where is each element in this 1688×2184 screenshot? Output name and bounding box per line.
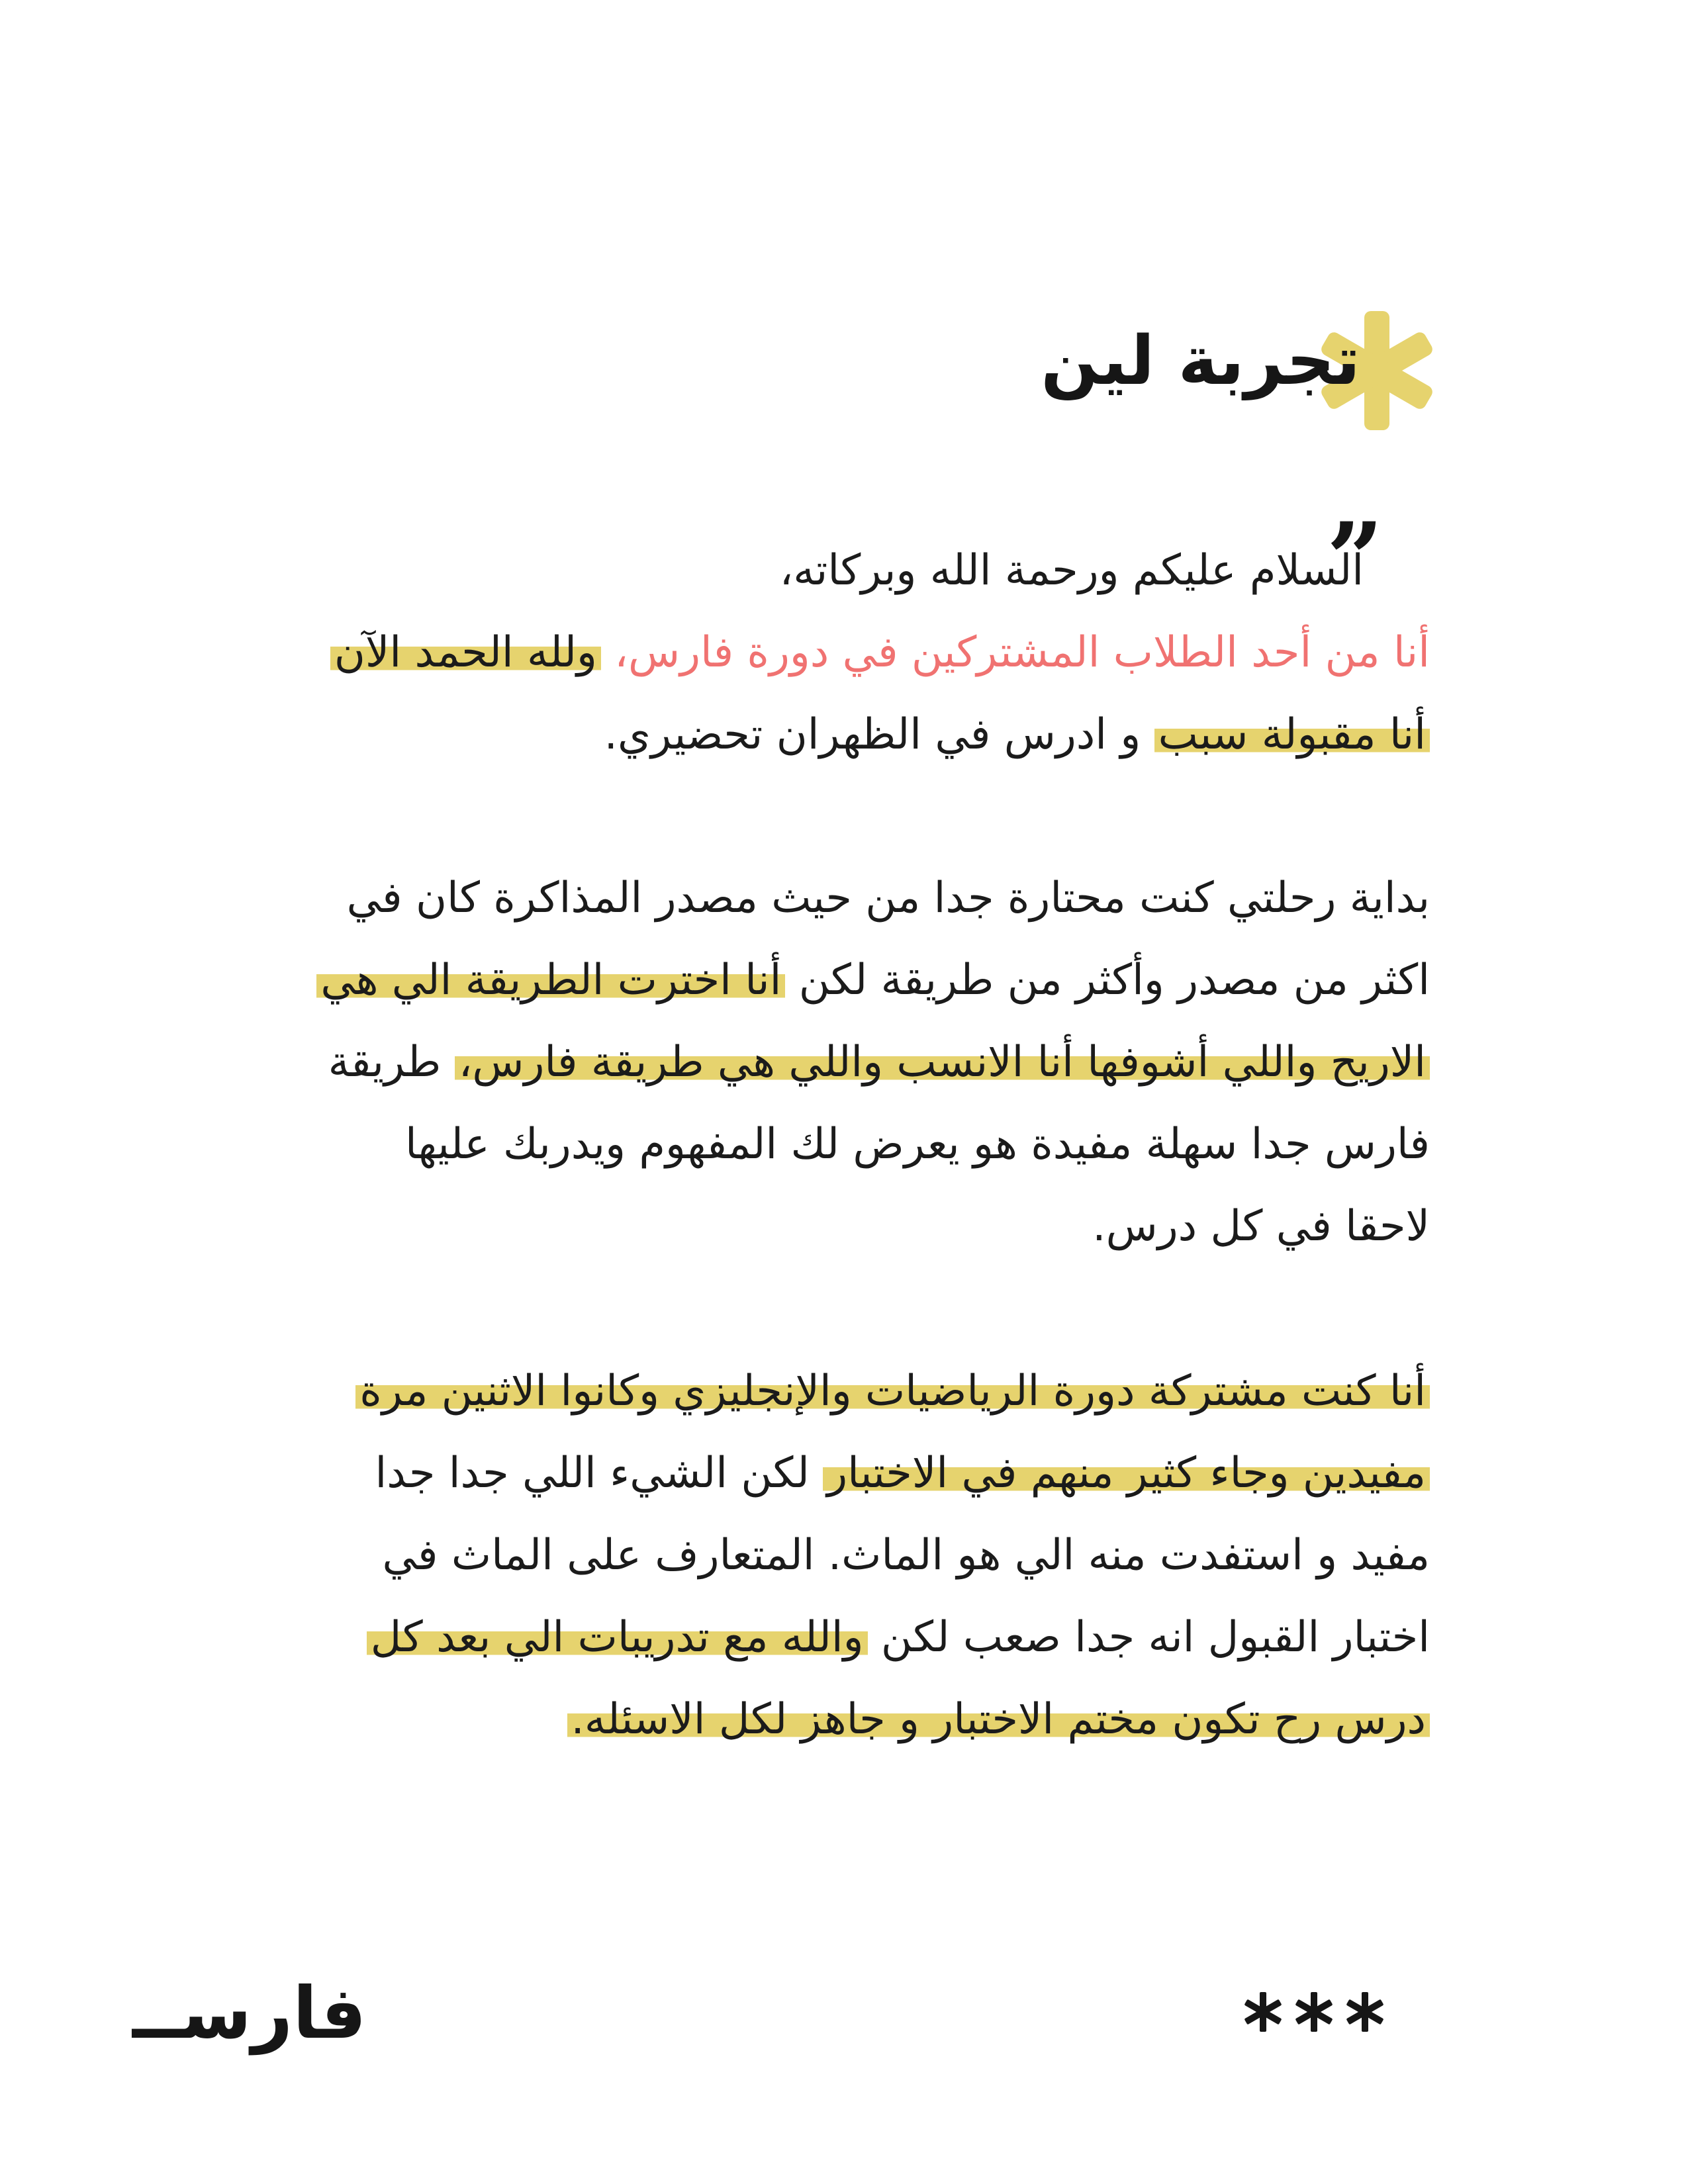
journey-line-3 [252,1021,1430,1103]
courses-text: لكن الشيء اللي جدا جدا [375,1449,810,1498]
highlight: والله مع تدريبات الي بعد كل [367,1613,868,1662]
journey-line-5: لاحقا في كل درس. [1092,1202,1430,1251]
courses-line-1 [252,1350,1430,1432]
acceptance-line [252,694,1430,776]
page-title: تجربة لين [1041,322,1360,400]
courses-text: اختبار القبول انه جدا صعب لكن [880,1613,1430,1662]
intro-line [252,612,1430,694]
courses-line-2 [252,1432,1430,1514]
journey-line-4: فارس جدا سهلة مفيدة هو يعرض لك المفهوم ويدربك عليها [405,1120,1430,1169]
journey-line-1: بداية رحلتي كنت محتارة جدا من حيث مصدر المذاكرة كان في [346,874,1430,923]
acceptance-text: و ادرس في الظهران تحضيري. [604,710,1141,759]
highlight: أنا مقبولة سبب [1154,710,1430,759]
journey-text: اكثر من مصدر وأكثر من طريقة لكن [798,956,1430,1005]
courses-line-3: مفيد و استفدت منه الي هو الماث. المتعارف على الماث في [382,1531,1430,1580]
highlight: درس رح تكون مختم الاختبار و جاهز لكل الاسئله. [567,1695,1430,1744]
journey-text: طريقة [328,1038,442,1087]
journey-line-2 [252,939,1430,1021]
highlight: أنا اخترت الطريقة الي هي [316,956,785,1005]
course-mention: أنا من أحد الطلاب المشتركين في دورة فارس، [614,628,1430,677]
faris-logo: فارســ [132,1972,367,2055]
highlight: ولله الحمد الآن [330,628,601,677]
three-asterisks-icon [1238,1985,1390,2038]
paragraph-journey [252,857,1430,1267]
paragraph-courses [252,1350,1430,1760]
highlight: أنا كنت مشتركة دورة الرياضيات والإنجليزي وكانوا الاثنين مرة [355,1367,1430,1416]
quote-mark-icon: ” [1326,501,1383,617]
highlight: الاريح واللي أشوفها أنا الانسب واللي هي طريقة فارس، [455,1038,1430,1087]
paragraph-greeting [252,529,1430,776]
highlight: مفيدين وجاء كثير منهم في الاختبار [823,1449,1430,1498]
courses-line-4 [252,1596,1430,1678]
courses-line-5 [252,1678,1430,1760]
greeting-text: السلام عليكم ورحمة الله وبركاته، [779,546,1364,595]
greeting-line [252,529,1430,612]
title-block [837,311,1433,443]
